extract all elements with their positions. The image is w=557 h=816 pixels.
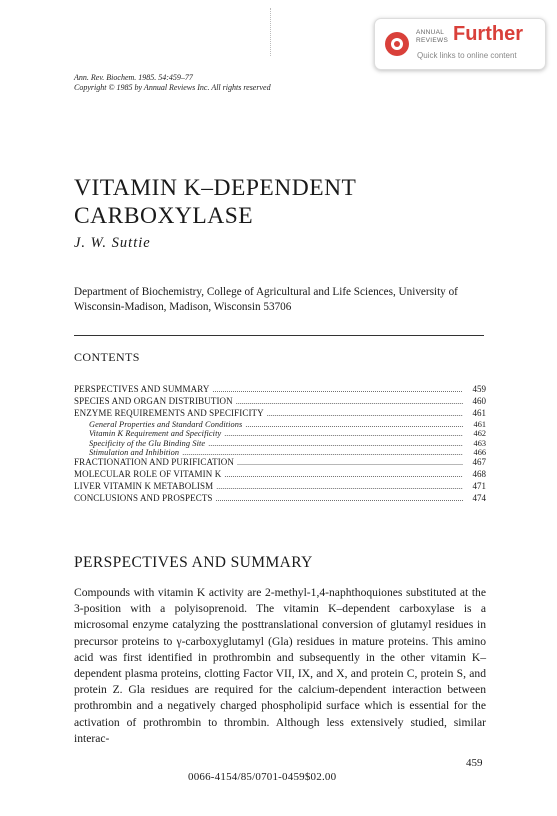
badge-publisher-line1: ANNUAL [416,29,445,36]
toc-entry[interactable] [74,429,486,438]
toc-entry-page: 460 [472,396,486,406]
toc-entry-label: LIVER VITAMIN K METABOLISM [74,481,214,492]
toc-dot-leader [212,384,463,396]
toc-entry[interactable] [74,408,486,420]
table-of-contents [74,384,486,505]
toc-entry-page: 474 [472,493,486,504]
toc-entry-label: Specificity of the Glu Binding Site [89,438,206,448]
toc-entry-label: SPECIES AND ORGAN DISTRIBUTION [74,396,233,406]
section-heading: PERSPECTIVES AND SUMMARY [74,554,313,571]
toc-entry-label: Vitamin K Requirement and Specificity [89,429,222,439]
toc-entry[interactable] [74,396,486,408]
toc-dot-leader [216,481,463,493]
toc-entry-label: MOLECULAR ROLE OF VITAMIN K [74,469,222,480]
badge-further-word: Further [453,23,523,45]
annual-reviews-logo-icon [384,31,410,57]
toc-entry-page: 467 [472,457,486,468]
title-line-2: CARBOXYLASE [74,203,254,229]
toc-entry-page: 461 [473,420,486,429]
toc-entry[interactable] [74,448,486,457]
toc-entry[interactable] [74,384,486,396]
badge-publisher-line2: REVIEWS [416,36,449,44]
toc-dot-leader [182,448,463,457]
toc-entry-label: General Properties and Standard Conditions [89,420,243,429]
author-name: J. W. Suttie [74,235,151,251]
toc-entry-page: 471 [472,481,486,492]
toc-dot-leader [236,396,463,408]
toc-entry-page: 461 [472,408,486,418]
toc-dot-leader [224,429,463,438]
toc-entry-label: CONCLUSIONS AND PROSPECTS [74,493,213,504]
toc-dot-leader [237,457,463,469]
scan-artifact-dots [270,8,273,56]
footer-code: 0066-4154/85/0701-0459$02.00 [188,771,337,783]
toc-entry[interactable] [74,469,486,481]
divider-rule [74,335,484,336]
citation-block [74,73,271,93]
toc-entry[interactable] [74,420,486,429]
toc-entry-label: ENZYME REQUIREMENTS AND SPECIFICITY [74,408,264,418]
toc-entry-label: Stimulation and Inhibition [89,447,180,457]
toc-dot-leader [245,420,463,429]
toc-dot-leader [208,439,463,448]
toc-entry-label: PERSPECTIVES AND SUMMARY [74,384,210,394]
badge-tagline: Quick links to online content [417,51,517,60]
toc-dot-leader [216,493,463,505]
toc-entry[interactable] [74,439,486,448]
toc-entry-page: 462 [473,429,486,439]
title-line-1: VITAMIN K–DEPENDENT [74,175,357,201]
toc-dot-leader [267,408,463,420]
toc-dot-leader [224,469,463,481]
citation-journal: Ann. Rev. Biochem. 1985. 54:459–77 [74,73,193,82]
toc-entry-label: FRACTIONATION AND PURIFICATION [74,457,235,468]
toc-entry[interactable] [74,481,486,493]
article-title [74,174,356,230]
toc-entry[interactable] [74,493,486,505]
toc-entry[interactable] [74,457,486,469]
body-paragraph: Compounds with vitamin K activity are 2-methyl-1,4-naphthoquiones substituted at the 3-position with a polyisoprenoid. The vitamin K–dependent carboxylase is a microsomal enzyme catalyzing the posttranslational conversion of glutamyl residues in precursor proteins to γ-carboxyglutamyl (Gla) residues in mature proteins. This amino acid was first identified in prothrombin and subsequently in the other vitamin K–dependent plasma proteins, clotting Factor VII, IX, and X, and protein C, protein S, and protein Z. Gla residues are required for the calcium-dependent interaction between prothrombin and a negatively charged phospholipid surface which is essential for the activation of prothrombin to thrombin. Although less extensively studied, similar interac- [74,586,486,745]
toc-entry-page: 468 [472,469,486,480]
citation-copyright: Copyright © 1985 by Annual Reviews Inc. All rights reserved [74,83,271,92]
page-number: 459 [466,757,483,769]
contents-heading: CONTENTS [74,350,140,364]
author-affiliation: Department of Biochemistry, College of Agricultural and Life Sciences, University of Wisconsin-Madison, Madison, Wisconsin 53706 [74,286,458,313]
toc-entry-page: 463 [473,438,486,448]
toc-entry-page: 459 [472,384,486,394]
badge-publisher-name [416,29,448,44]
further-badge[interactable] [374,18,546,70]
toc-entry-page: 466 [473,447,486,457]
